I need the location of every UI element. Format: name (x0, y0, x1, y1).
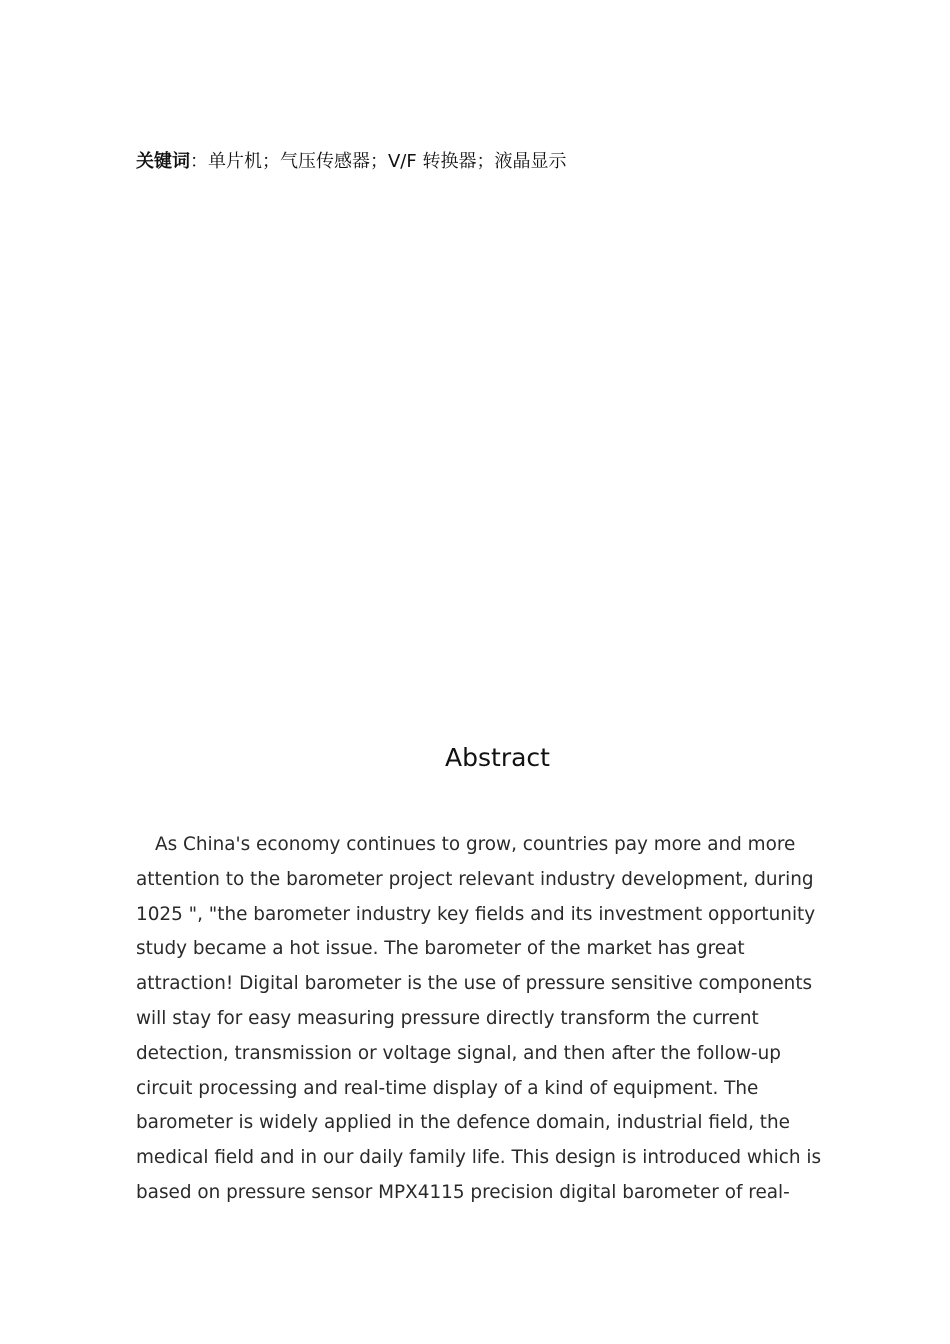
abstract-line: will stay for easy measuring pressure directly transform the current (136, 1007, 759, 1029)
abstract-line: medical field and in our daily family life. This design is introduced which is (136, 1147, 822, 1169)
abstract-line: study became a hot issue. The barometer of the market has great (136, 938, 745, 960)
keywords-label: 关键词 (136, 151, 190, 172)
keywords-line (136, 150, 566, 174)
keywords-separator: ： (190, 151, 208, 172)
abstract-line: attention to the barometer project relevant industry development, during (136, 868, 814, 890)
abstract-body (136, 828, 856, 1211)
abstract-line: based on pressure sensor MPX4115 precision digital barometer of real- (136, 1181, 790, 1203)
abstract-line: As China's economy continues to grow, countries pay more and more (155, 834, 796, 855)
keywords-text: 单片机；气压传感器；V/F 转换器；液晶显示 (208, 151, 567, 172)
abstract-heading: Abstract (445, 743, 550, 772)
abstract-line: attraction! Digital barometer is the use of pressure sensitive components (136, 973, 813, 995)
abstract-line: barometer is widely applied in the defence domain, industrial field, the (136, 1112, 790, 1134)
abstract-line: detection, transmission or voltage signal, and then after the follow-up (136, 1042, 781, 1064)
abstract-line: 1025 ", "the barometer industry key fields and its investment opportunity (136, 903, 816, 925)
abstract-line: circuit processing and real-time display of a kind of equipment. The (136, 1077, 759, 1099)
